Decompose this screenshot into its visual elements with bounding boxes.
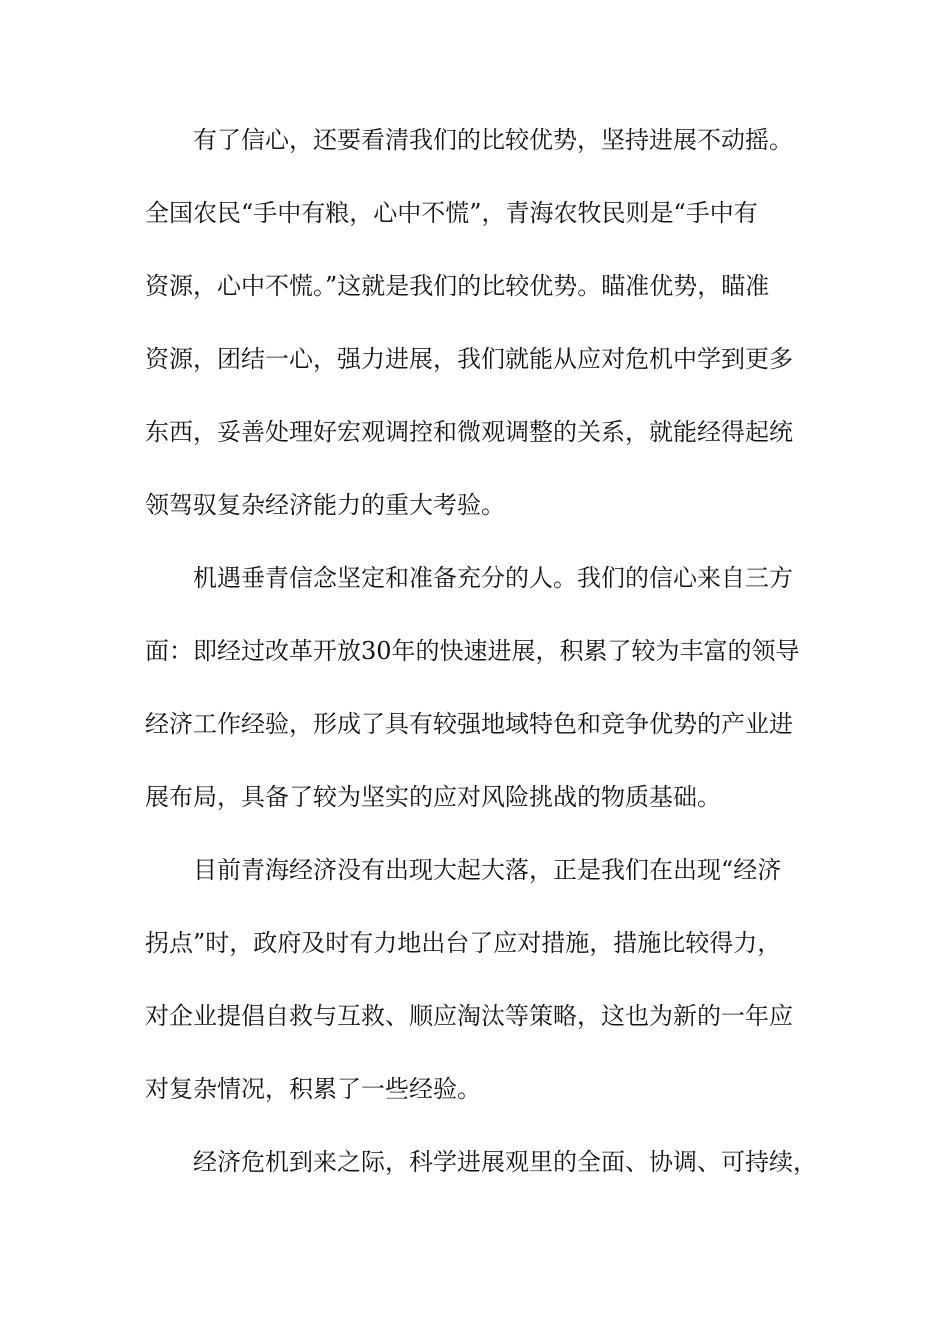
paragraph-2-line-1: 机遇垂青信念坚定和准备充分的人。我们的信心来自三方 xyxy=(193,564,793,592)
paragraph-1-line-3: 资源，心中不慌。”这就是我们的比较优势。瞄准优势，瞄准 xyxy=(145,272,770,300)
paragraph-1-line-5: 东西，妥善处理好宏观调控和微观调整的关系，就能经得起统 xyxy=(145,418,793,446)
paragraph-3-line-1: 目前青海经济没有出现大起大落，正是我们在出现“经济 xyxy=(193,856,782,884)
paragraph-2-line-3: 经济工作经验，形成了具有较强地域特色和竞争优势的产业进 xyxy=(145,710,793,738)
paragraph-1-line-4: 资源，团结一心，强力进展，我们就能从应对危机中学到更多 xyxy=(145,345,793,373)
paragraph-3-line-2: 拐点”时，政府及时有力地出台了应对措施，措施比较得力， xyxy=(145,929,782,957)
paragraph-4-line-1: 经济危机到来之际，科学进展观里的全面、协调、可持续， xyxy=(193,1148,817,1176)
paragraph-2-line-4: 展布局，具备了较为坚实的应对风险挑战的物质基础。 xyxy=(145,783,721,811)
body-text xyxy=(145,128,825,1223)
paragraph-3-line-3: 对企业提倡自救与互救、顺应淘汰等策略，这也为新的一年应 xyxy=(145,1002,793,1030)
paragraph-3-line-4: 对复杂情况，积累了一些经验。 xyxy=(145,1075,481,1103)
paragraph-2-line-2: 面：即经过改革开放30年的快速进展，积累了较为丰富的领导 xyxy=(145,637,800,665)
paragraph-1-line-6: 领驾驭复杂经济能力的重大考验。 xyxy=(145,491,505,519)
paragraph-1-line-2: 全国农民“手中有粮，心中不慌”，青海农牧民则是“手中有 xyxy=(145,199,758,227)
paragraph-1-line-1: 有了信心，还要看清我们的比较优势，坚持进展不动摇。 xyxy=(193,126,793,154)
